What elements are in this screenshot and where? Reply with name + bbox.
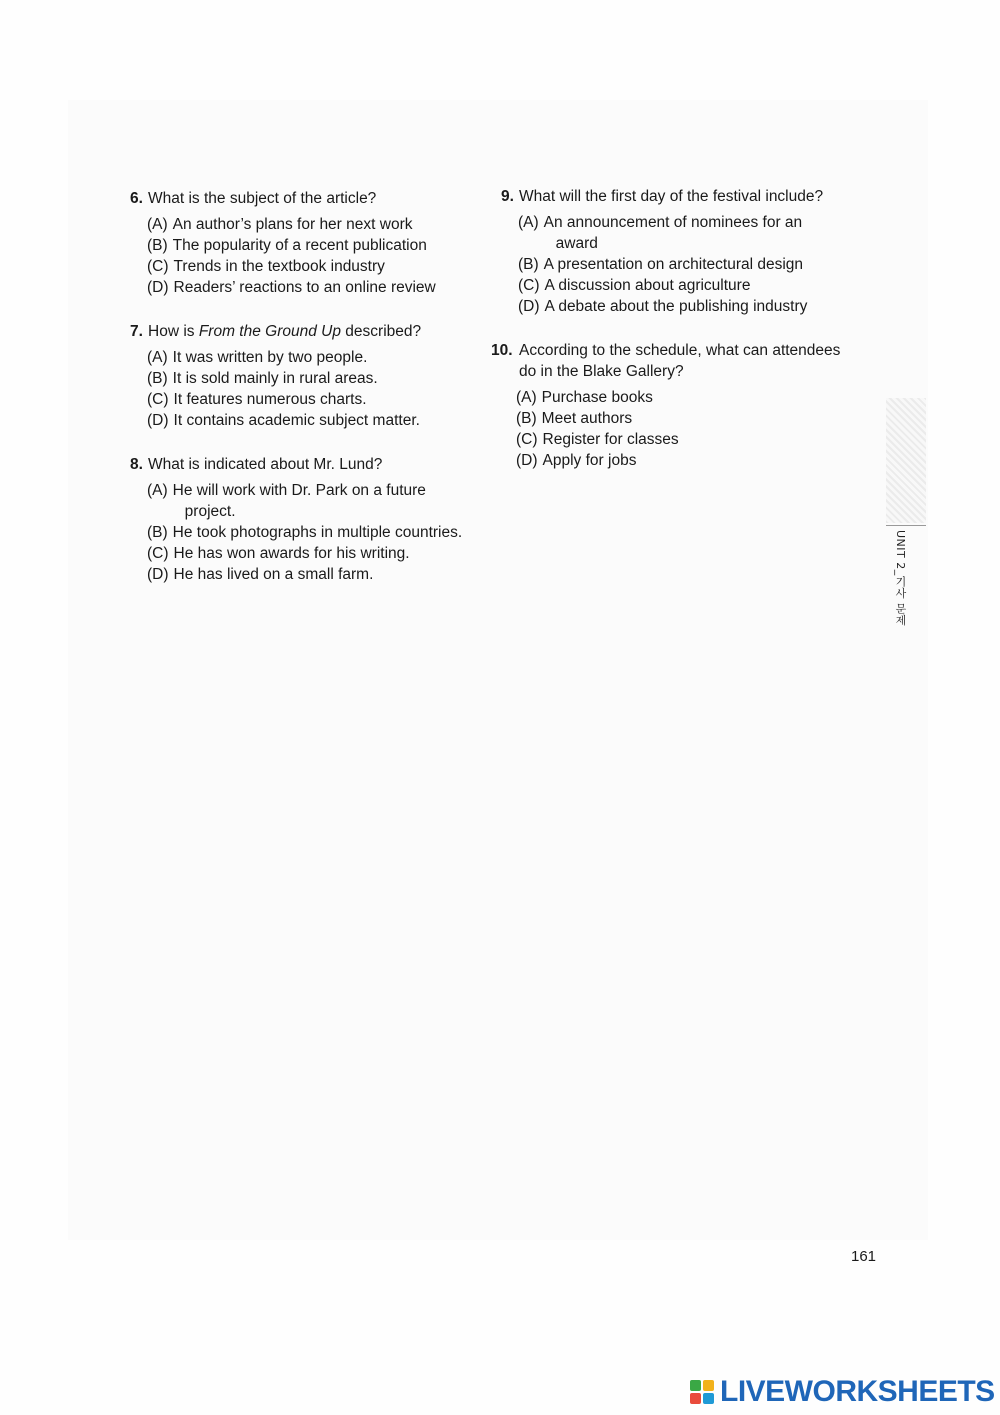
logo-icon (690, 1380, 714, 1404)
question-text: According to the schedule, what can attendees do in the Blake Gallery? (519, 342, 841, 380)
book-title: From the Ground Up (198, 323, 341, 340)
option-a[interactable]: (A) An author’s plans for her next work (147, 216, 413, 233)
side-tab-pattern (886, 398, 926, 523)
options-list (130, 214, 480, 298)
option-a[interactable]: (A) It was written by two people. (147, 349, 368, 366)
page-number: 161 (851, 1248, 877, 1265)
option-a[interactable]: (A) Purchase books (516, 389, 653, 406)
option-b[interactable]: (B) It is sold mainly in rural areas. (147, 370, 378, 387)
question-8 (130, 454, 480, 585)
questions-left-column (130, 188, 480, 608)
question-7 (130, 321, 480, 431)
question-number: 7. (130, 323, 143, 340)
option-d[interactable]: (D) He has lived on a small farm. (147, 566, 374, 583)
question-number: 9. (501, 188, 514, 205)
question-text: What will the first day of the festival include? (519, 188, 824, 205)
option-c[interactable]: (C) He has won awards for his writing. (147, 545, 410, 562)
option-a[interactable]: (A) An announcement of nominees for an award (518, 214, 803, 252)
option-c[interactable]: (C) A discussion about agriculture (518, 277, 751, 294)
option-d[interactable]: (D) A debate about the publishing industry (518, 298, 808, 315)
question-number: 8. (130, 456, 143, 473)
option-a[interactable]: (A) He will work with Dr. Park on a future project. (147, 482, 426, 520)
option-c[interactable]: (C) Register for classes (516, 431, 679, 448)
question-number: 6. (130, 190, 143, 207)
question-9 (491, 186, 851, 317)
option-c[interactable]: (C) It features numerous charts. (147, 391, 367, 408)
question-10 (491, 340, 851, 471)
question-text: What is the subject of the article? (148, 190, 377, 207)
option-b[interactable]: (B) He took photographs in multiple countries. (147, 524, 463, 541)
unit-side-label: UNIT 2_기사 문제 (894, 530, 907, 626)
options-list (130, 480, 480, 585)
option-b[interactable]: (B) The popularity of a recent publication (147, 237, 427, 254)
side-tab-divider (886, 525, 926, 526)
question-6 (130, 188, 480, 298)
question-number: 10. (491, 342, 513, 359)
option-d[interactable]: (D) Readers’ reactions to an online review (147, 279, 436, 296)
liveworksheets-logo[interactable] (690, 1375, 995, 1409)
option-d[interactable]: (D) It contains academic subject matter. (147, 412, 420, 429)
options-list (501, 212, 851, 317)
option-b[interactable]: (B) Meet authors (516, 410, 633, 427)
option-d[interactable]: (D) Apply for jobs (516, 452, 637, 469)
questions-right-column (491, 186, 851, 494)
options-list (130, 347, 480, 431)
option-b[interactable]: (B) A presentation on architectural design (518, 256, 804, 273)
options-list (491, 387, 851, 471)
question-text: How is From the Ground Up described? (148, 323, 422, 340)
question-text: What is indicated about Mr. Lund? (148, 456, 383, 473)
logo-text: LIVEWORKSHEETS (720, 1375, 995, 1408)
option-c[interactable]: (C) Trends in the textbook industry (147, 258, 385, 275)
